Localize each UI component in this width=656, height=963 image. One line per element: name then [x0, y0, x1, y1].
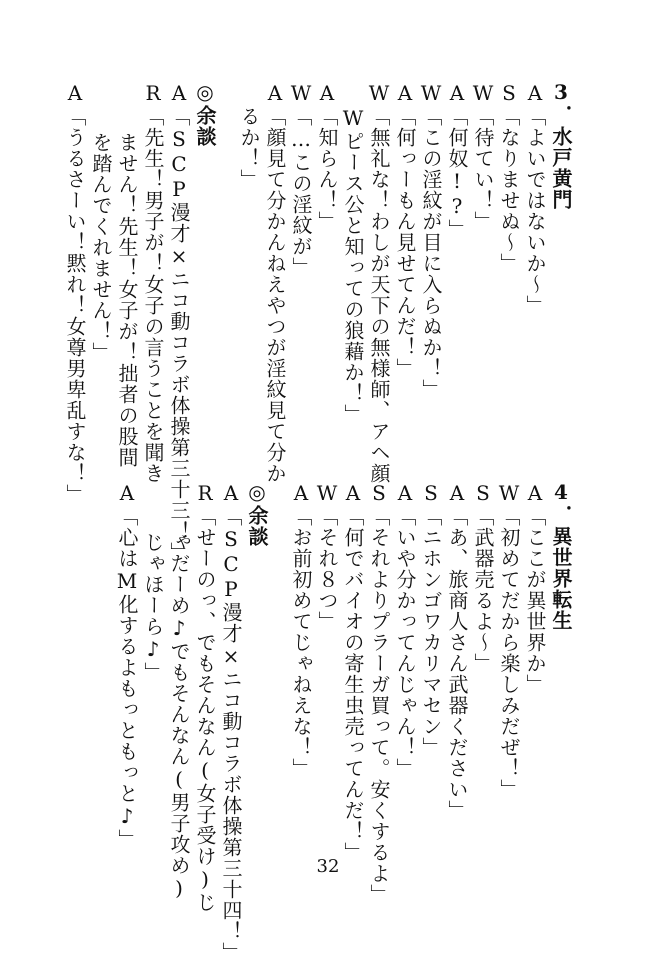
speaker-label: A [523, 80, 547, 106]
dialogue-continuation [340, 80, 366, 425]
dialogue-line [392, 80, 418, 379]
aside-line [62, 80, 88, 505]
aside-continuation [140, 480, 166, 683]
page-number: 32 [316, 856, 340, 877]
dialogue-text: 「いや分かってんじゃん！」 [393, 506, 417, 779]
dialogue-text: ゃだーめ♪でもそんなん(男子攻め) [167, 532, 191, 901]
dialogue-text: 「お前初めてじゃねえな！」 [289, 506, 313, 779]
speaker-label: S [471, 480, 495, 506]
speaker-label: S [419, 480, 443, 506]
speaker-label: A [315, 80, 339, 106]
aside-line [114, 480, 140, 850]
dialogue-line [496, 480, 522, 800]
speaker-label: R [193, 480, 217, 506]
dialogue-line [522, 480, 548, 695]
dialogue-text: ません！先生！女子が！拙者の股間 [115, 132, 139, 468]
dialogue-line [288, 80, 314, 278]
dialogue-text: を踏んでくれません！」 [89, 132, 113, 363]
speaker-label: R [141, 80, 165, 106]
aside-continuation [88, 80, 114, 363]
dialogue-text: 「何でバイオの寄生虫売ってんだ！」 [341, 506, 365, 863]
dialogue-line [444, 480, 470, 821]
speaker-label: W [367, 80, 391, 106]
dialogue-line [496, 80, 522, 274]
aside-line [140, 80, 166, 484]
speaker-label: S [367, 480, 391, 506]
speaker-label: W [419, 80, 443, 106]
dialogue-text: るか！」 [237, 106, 261, 190]
dialogue-text: Wピース公と知っての狼藉か！」 [341, 106, 365, 425]
dialogue-text: 「何奴!?」 [445, 106, 469, 240]
dialogue-line [392, 480, 418, 779]
speaker-label: A [115, 480, 139, 506]
aside-line [218, 480, 244, 963]
speaker-label: W [471, 80, 495, 106]
dialogue-line [288, 480, 314, 779]
speaker-label: A [63, 80, 87, 106]
dialogue-text: 「知らん！」 [315, 106, 339, 232]
speaker-label: A [263, 80, 287, 106]
dialogue-line [340, 480, 366, 863]
dialogue-line [262, 80, 288, 484]
section-heading: 3．水戸黄門 [549, 80, 573, 210]
dialogue-text: 「…この淫紋が」 [289, 106, 313, 278]
aside-heading: ◎余談 [193, 80, 217, 147]
speaker-label: A [341, 480, 365, 506]
dialogue-text: 「何っーもん見せてんだ！」 [393, 106, 417, 379]
dialogue-line [418, 80, 444, 400]
speaker-label: W [497, 480, 521, 506]
section-heading: 4．異世界転生 [549, 480, 573, 631]
dialogue-text: 「うるさーい！黙れ！女尊男卑乱すな！」 [63, 106, 87, 505]
speaker-label: W [289, 80, 313, 106]
dialogue-text: 「先生！男子が！女子の言うことを聞き [141, 106, 165, 484]
speaker-label: A [393, 80, 417, 106]
dialogue-text: 「武器売るよ〜」 [471, 506, 495, 674]
aside-line [192, 480, 218, 913]
dialogue-text: 「顔見て分かんねえやつが淫紋見て分か [263, 106, 287, 484]
dialogue-text: 「SCP漫才×ニコ動コラボ体操第三十三！」 [167, 106, 191, 563]
speaker-label: A [219, 480, 243, 506]
dialogue-text: 「初めてだから楽しみだぜ！」 [497, 506, 521, 800]
dialogue-line [470, 80, 496, 232]
dialogue-text: 「待てい！」 [471, 106, 495, 232]
aside-continuation [166, 480, 192, 901]
speaker-label: W [315, 480, 339, 506]
dialogue-line [418, 480, 444, 758]
dialogue-line [444, 80, 470, 240]
aside-continuation [114, 80, 140, 468]
dialogue-text: 「あ、旅商人さん武器ください」 [445, 506, 469, 821]
speaker-label: S [497, 80, 521, 106]
dialogue-text: 「この淫紋が目に入らぬか！」 [419, 106, 443, 400]
dialogue-line [470, 480, 496, 674]
dialogue-line [366, 480, 392, 905]
speaker-label: A [445, 80, 469, 106]
dialogue-text: 「心はM化するよもっともっと♪」 [115, 506, 139, 850]
dialogue-line [314, 80, 340, 232]
speaker-label: A [523, 480, 547, 506]
dialogue-line [522, 80, 548, 316]
dialogue-text: じゃほーら♪」 [141, 532, 165, 683]
dialogue-text: 「なりませぬ〜」 [497, 106, 521, 274]
dialogue-text: 「ニホンゴワカリマセン」 [419, 506, 443, 758]
dialogue-text: 「よいではないか〜」 [523, 106, 547, 316]
speaker-label: A [393, 480, 417, 506]
dialogue-line [366, 80, 392, 484]
dialogue-text: 「それよりプラーガ買って。安くするよ」 [367, 506, 391, 905]
speaker-label: A [289, 480, 313, 506]
speaker-label: A [167, 80, 191, 106]
dialogue-text: 「それ８つ」 [315, 506, 339, 632]
dialogue-text: 「無礼な！わしが天下の無様師、アヘ顔 [367, 106, 391, 484]
dialogue-text: 「せーのっ、でもそんなん(女子受け)じ [193, 506, 217, 913]
dialogue-line [314, 480, 340, 632]
aside-heading: ◎余談 [245, 480, 269, 547]
dialogue-continuation [236, 80, 262, 190]
speaker-label: A [445, 480, 469, 506]
dialogue-text: 「ここが異世界か」 [523, 506, 547, 695]
dialogue-text: 「SCP漫才×ニコ動コラボ体操第三十四！」 [219, 506, 243, 963]
